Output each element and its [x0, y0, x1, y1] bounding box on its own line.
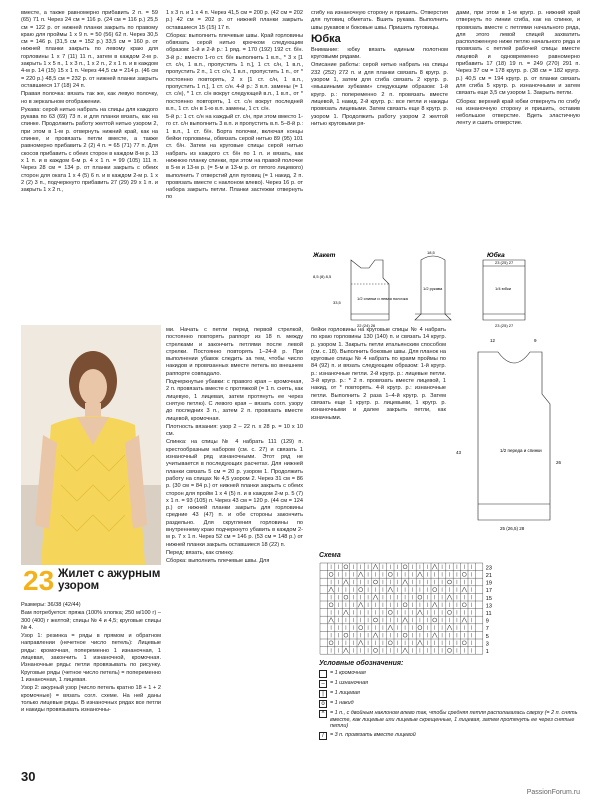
- yarn-over-mark: [448, 580, 452, 584]
- project-number: 23: [23, 565, 55, 596]
- text-paragraph: Спинка: на спицы № 4 набрать 111 (129) п. крестообразным набором (см. с. 27) и связать 1 изнаночный ряд изнаночными. Этот ряд не учитывается в последующих расчетах. Для нижней планки связать 5 см = 20 р. узором 1. Продолжить работу на спицах № 4,5 узором 2. Через 31 см = 86 р. (30 см = 84 р.) от нижней планки закрыть с обеих сторон для пройм 1 х 4 (5) п. и в каждом 2-м р. 5 (7) х 1 п. = 93 (105) п. Через 43 см = 120 р. (44 см = 124 р.) от нижней планки закрыть для горловины средние 43 (47) п. и обе стороны закончить раздельно. Для скругления горловины по внутреннему краю подчеркнуто убавить в каждом 2-м р. 7 х 1 п. Через 52 см = 146 р. (53 см = 148 р.) от нижней планки закрыть оставшиеся 18 (22) п.: [166, 439, 303, 548]
- decrease-mark: [432, 564, 437, 569]
- yarn-over-mark: [418, 595, 422, 599]
- decrease-mark: [432, 633, 437, 638]
- decrease-mark: [417, 572, 422, 577]
- decrease-mark: [373, 564, 378, 569]
- decrease-mark: [462, 587, 467, 592]
- yarn-over-mark: [388, 610, 392, 614]
- decrease-mark: [358, 640, 363, 645]
- legend-symbol-icon: –: [319, 680, 327, 688]
- decrease-mark: [373, 595, 378, 600]
- yarn-over-mark: [359, 626, 363, 630]
- pattern-diagrams: [311, 248, 583, 328]
- project-title: Жилет с ажурным узором: [58, 568, 161, 592]
- decrease-mark: [388, 587, 393, 592]
- materials-line: Вам потребуется: пряжа (100% хлопка; 250 м/100 г) – 300 (400) г желтой; спицы № 4 и 4,5; круговые спицы № 4.: [21, 610, 161, 631]
- text-paragraph: вместе, а также равномерно прибавить 2 п. = 59 (65) 71 п. Через 24 см = 116 р. (24 см = 116 р.) 25,5 см = 122 р. от нижней планки закрыть по правому краю для проймы 1 х 9 п. = 50 (56) 62 п. Через 30,5 см = 146 р. (31,5 см = 152 р.) 33,5 см = 160 р. от нижней планки закрыть по левому краю для горловины 1 х 7 (11) 11 п., затем в каждом 2-м р. закрыть 1 х 5 п., 1 х 3 п., 1 х 2 п., 2 х 1 п. и в каждом 4-м р. 14 (15) 15 х 1 п. Через 44,5 см = 214 р. (46 см = 220 р.) 48,5 см = 232 р. от нижней планки закрыть оставшиеся 17 (18) 24 п.: [21, 10, 158, 89]
- yarn-over-mark: [374, 618, 378, 622]
- legend-symbol-icon: |: [319, 690, 327, 698]
- yarn-over-mark: [433, 618, 437, 622]
- row-label: 7: [485, 626, 489, 633]
- text-paragraph: Сборка: верхний край юбки отвернуть по сгибу на изнаночную сторону и пришить, оставив небольшое отверстие. Вдеть эластичную ленту и сшить отверстие.: [456, 98, 580, 127]
- knitting-chart: [318, 561, 588, 657]
- legend-text: = 1 изнаночная: [330, 680, 368, 687]
- decrease-mark: [343, 580, 348, 585]
- yarn-over-mark: [403, 565, 407, 569]
- yarn-over-mark: [329, 641, 333, 645]
- yarn-over-mark: [462, 641, 466, 645]
- vest-panel-label: 1/2 переда и спинки: [500, 448, 542, 453]
- decrease-mark: [343, 648, 348, 653]
- yarn-over-mark: [374, 580, 378, 584]
- row-label: 17: [485, 588, 492, 595]
- dim-label: 18,5: [427, 250, 435, 255]
- text-paragraph: Описание работы: серой нитью набрать на спицы 232 (252) 272 п. и для планки связать 8 кругр. р. узором 1, затем для сгиба связать 2 кругр. р. «мышиными зубками» следующим образом: 1-й кругр. р.: попеременно 2 п. провязать вместе лицевой, 1 накид. 2-й кругр. р.: все петли и накиды провязать лицевыми. Затем связать еще 8 кругр. р. узором 1. Продолжить работу узором 2 желтой нитью круговыми ря-: [311, 62, 448, 127]
- text-paragraph: Рукава: серой нитью набрать на спицы для каждого рукава по 63 (69) 73 п. и для планки вязать, как на спинке. Продолжить работу желтой нитью узором 2, при этом в 1-м р. отвернуть нижний край, как на спинке, и провязать петли вместе, а также равномерно прибавить 2 (2) 4 п. = 65 (71) 77 п. Для скосов прибавить с обеих сторон в каждом 8-м р. 13 х 1 п. и в каждом 6-м р. 4 х 1 п. = 99 (105) 111 п. Через 28 см = 134 р. от планки закрыть с обеих сторон для оката 1 х 4 (5) 6 п. и в каждом 2-м р. 1 х 2 (2) 3 п., подчеркнуто прибавить 27 (29) 29 х 1 п. и закрыть 1 х 2 п.,: [21, 106, 158, 194]
- col2-top: [166, 10, 303, 302]
- text-paragraph: Подчеркнутые убавки: с правого края – кромочная, 2 п. провязать вместе с протяжкой (= 1 п. снять, как лицевую, 1 лицевая, затем протянуть ее через снятую петлю). С левого края – вязать согл. узору до последних 3 п., затем 2 п. провязать вместе лицевой, кромочная.: [166, 379, 303, 422]
- legend-text: = 1 кромочная: [330, 670, 366, 677]
- yarn-over-mark: [433, 588, 437, 592]
- skirt-panel-label: 1/4 юбки: [495, 286, 511, 291]
- yarn-over-mark: [329, 572, 333, 576]
- text-paragraph: Узор 1: резинка = ряды в прямом и обратном направлении (нечетное число петель): Лицевые ряды: кромочная, попеременно 1 изнаночная, 1 лицевая, закончить 1 изнаночной, кромочная. Изнаночные ряды: петли провязывать по рисунку. Круговые ряды (четное число петель) = попеременно 1 изнаночная, 1 лицевая.: [21, 633, 161, 683]
- row-label: 1: [485, 649, 489, 655]
- photo-illustration: [21, 325, 161, 565]
- decrease-mark: [462, 618, 467, 623]
- legend-text: = 3 п. провязать вместе лицевой: [330, 732, 416, 739]
- dim-label: 43: [456, 450, 462, 455]
- dim-label: 22 (24) 26: [357, 323, 376, 328]
- yarn-over-mark: [374, 648, 378, 652]
- row-label: 5: [485, 633, 489, 640]
- jacket-panel-label: 1/2 спинки и левая полочка: [357, 296, 408, 301]
- yarn-over-mark: [388, 572, 392, 576]
- schema-title: Схема: [319, 552, 341, 559]
- dim-label: 33,5: [333, 300, 341, 305]
- decrease-mark: [358, 572, 363, 577]
- decrease-mark: [417, 640, 422, 645]
- legend-item: [319, 700, 584, 708]
- dim-label: 26: [556, 460, 562, 465]
- yarn-over-mark: [344, 633, 348, 637]
- vest-diagram: [450, 334, 585, 534]
- model-photo: [21, 325, 161, 565]
- sizes-line: Размеры: 36/38 (42/44): [21, 602, 81, 608]
- row-label: 13: [485, 603, 492, 610]
- text-paragraph: сгибу на изнаночную сторону и пришить. Отверстия для пуговиц обметать. Вшить рукава. Выполнить швы рукавов и боковые швы. Пришить пуговицы.: [311, 10, 448, 31]
- text-paragraph: 1 х 3 п. и 1 х 4 п. Через 41,5 см = 200 р. (42 см = 202 р.) 42 см = 202 р. от нижней планки закрыть оставшиеся 15 (15) 17 п.: [166, 10, 303, 31]
- watermark: PassionForum.ru: [526, 788, 580, 796]
- col3-bottom: [311, 327, 446, 547]
- text-paragraph: Внимание: юбку вязать единым полотном круговыми рядами.: [311, 46, 448, 61]
- row-label: 23: [485, 565, 492, 572]
- decrease-mark: [403, 648, 408, 653]
- legend-symbol-icon: ^: [319, 710, 327, 718]
- legend-text: = 1 п., с двойным наклоном влево так, чтобы средняя петля располагалась сверху (= 2 п. снять вместе, как лицевые или лицевые скрещенные, 1 лицевая, затем протянуть ее через снятые петли): [330, 710, 578, 730]
- row-label: 19: [485, 580, 492, 587]
- decrease-mark: [358, 602, 363, 607]
- decrease-mark: [388, 625, 393, 630]
- text-paragraph: дами, при этом в 1-м кругр. р. нижний край отвернуть по линии сгиба, как на спинке, и провязать вместе с петлями начального ряда, для этого левой спицей захватить расположенную ниже петлю начального ряда и провязать с петлей рабочей спицы вместе лицевой и одновременно равномерно прибавить 17 (18) 19 п. = 249 (270) 291 п. Через 37 см = 178 кругр. р. (38 см = 182 кругр. р.) 40,5 см = 194 кругр. р. от планки связать для сгиба 5 кругр. р. изнаночными и затем связать еще 3,5 см узором 1. Закрыть петли.: [456, 10, 580, 97]
- skirt-label: Юбка: [487, 252, 505, 259]
- text-paragraph: 5-й р.: 1 ст. с/н на каждый ст. с/н, при этом вместо 1-го ст. с/н выполнить 3 в.п. и пропустить в.п. 5–8-й р.: 1 в.п., 1 ст. б/н. Борта полочки, включая концы бейки горловины, обвязать серой нитью 89 (95) 101 ст. б/н. Затем на круговые спицы серой нитью набрать из каждого ст. б/н по 1 п. и вязать, как нижнюю планку спинки, при этом на правой полочке в 5-м и 13-м р. (= 5-м и 13-м р. от пятого лицевого) выполнить 7 отверстий для пуговиц (= 1 накид, 2 п. провязать вместе с наклоном влево). Через 16 р. от набора закрыть петли. Планки застежки отвернуть по: [166, 114, 303, 201]
- dim-label: 8,5 (8) 8,5: [313, 274, 332, 279]
- row-label: 15: [485, 595, 492, 602]
- col1-top: [21, 10, 158, 302]
- yarn-over-mark: [462, 572, 466, 576]
- yarn-over-mark: [462, 603, 466, 607]
- yarn-over-mark: [388, 641, 392, 645]
- text-paragraph: Сборка: выполнить плечевые швы. Край горловины обвязать серой нитью крючком следующим образом: 1-й и 2-й р.: 1 ряд. = 170 (192) 192 ст. б/н. 3-й р.: вместо 1-го ст. б/н выполнить 1 в.п., * 3 х [1 ст. с/н, 1 в.п., пропустить 1 п.], 1 ст. с/н, 1 в.п., пропустить 2 п., 1 ст. с/н, 1 в.п., пропустить 1 п., от * постоянно повторять, 2 х [1 ст. с/н, 1 в.п., пропустить 1 п.], 1 ст. с/н. 4-й р.: 3 в.п. замены (= 1 ст. с/н), * 1 ст. с/н вокруг следующей в.п., 1 в.п., от * постоянно повторять, 1 ст. с/н вокруг последней в.п., 1 ст. с/н в 1-ю в.п. замены, 1 ст. с/н.: [166, 32, 303, 112]
- text-paragraph: Перед: вязать, как спинку.: [166, 549, 234, 556]
- decrease-mark: [329, 618, 334, 623]
- dim-label: 9: [534, 338, 537, 343]
- col2-bottom: [166, 327, 303, 773]
- decrease-mark: [403, 580, 408, 585]
- yarn-over-mark: [359, 588, 363, 592]
- skirt-heading: Юбка: [311, 32, 341, 45]
- yarn-over-mark: [448, 610, 452, 614]
- dim-label: 25 (26,5) 28: [500, 526, 525, 531]
- jacket-label: Жакет: [313, 252, 336, 259]
- row-label: 21: [485, 573, 492, 579]
- col4-top: [456, 10, 580, 250]
- text-paragraph: ми. Начать с петли перед первой стрелкой, постоянно повторять раппорт из 18 п. между стрелками и закончить петлями после левой стрелки. Постоянно повторять 1–24-й р. При выполнении убавок следить за тем, чтобы число накидов и провязанных вместе петель во внешнем раппорте совпадало.: [166, 327, 303, 377]
- legend-item: [319, 690, 584, 698]
- decrease-mark: [417, 610, 422, 615]
- row-label: 9: [485, 618, 489, 625]
- dim-label: 23 (25) 27: [495, 260, 514, 265]
- text-paragraph: Правая полочка: вязать так же, как левую полочку, но в зеркальном отображении.: [21, 91, 158, 105]
- sleeve-panel-label: 1/2 рукава: [423, 286, 443, 291]
- yarn-over-mark: [329, 603, 333, 607]
- col3-top: [311, 10, 448, 250]
- yarn-over-mark: [344, 565, 348, 569]
- decrease-mark: [447, 625, 452, 630]
- dim-label: 23 (25) 27: [495, 323, 514, 328]
- legend-title: Условные обозначения:: [319, 660, 404, 667]
- decrease-mark: [447, 595, 452, 600]
- dim-label: 12: [490, 338, 496, 343]
- legend-item: [319, 670, 584, 678]
- legend: [319, 660, 584, 742]
- decrease-mark: [329, 587, 334, 592]
- text-paragraph: Узор 2: ажурный узор (число петель кратно 18 + 1 + 2 кромочные) = вязать согл. схеме. На ней даны только лицевые ряды. В изнаночных рядах все петли и накиды провязывать изнаночны-: [21, 685, 161, 714]
- legend-symbol-icon: [319, 670, 327, 678]
- text-paragraph: бейки горловины на круговые спицы № 4 набрать по краю горловины 130 (140) п. и связать 14 кругр. р. узором 1. Закрыть петли итальянским способом (см. с. 18). Выполнить боковые швы. Для планок на круговые спицы № 4 набрать по краям проймы по 84 (92) п. и вязать следующим образом: 1-й кругр. р.: изнаночные петли. 2-й кругр. р.: лицевые петли. 3-й кругр. р.: * 2 п. провязать вместе лицевой, 1 накид, от * повторять. 4-й кругр. р.: изнаночные петли. Выполнить 2 раза 1–4-й кругр. р. Затем связать еще 1 кругр. р. лицевыми, 1 кругр. р. изнаночными и далее закрыть петли, как изначными.: [311, 327, 446, 421]
- legend-text: = 1 накид: [330, 700, 354, 707]
- decrease-mark: [343, 610, 348, 615]
- yarn-over-mark: [448, 648, 452, 652]
- yarn-over-mark: [403, 633, 407, 637]
- yarn-over-mark: [344, 595, 348, 599]
- legend-item: [319, 710, 584, 730]
- yarn-over-mark: [403, 603, 407, 607]
- legend-item: [319, 680, 584, 688]
- legend-item: [319, 732, 584, 740]
- yarn-over-mark: [418, 626, 422, 630]
- legend-symbol-icon: o: [319, 700, 327, 708]
- col1-bottom: [21, 602, 161, 770]
- legend-symbol-icon: /: [319, 732, 327, 740]
- text-paragraph: Плотность вязания: узор 2 – 22 п. х 28 р. = 10 х 10 см.: [166, 423, 303, 438]
- text-paragraph: Сборка: выполнить плечевые швы. Для: [166, 558, 270, 565]
- legend-text: = 1 лицевая: [330, 690, 360, 697]
- page-number: 30: [21, 769, 36, 784]
- decrease-mark: [403, 618, 408, 623]
- row-label: 11: [485, 611, 492, 617]
- row-label: 3: [485, 641, 489, 648]
- decrease-mark: [432, 602, 437, 607]
- decrease-mark: [373, 633, 378, 638]
